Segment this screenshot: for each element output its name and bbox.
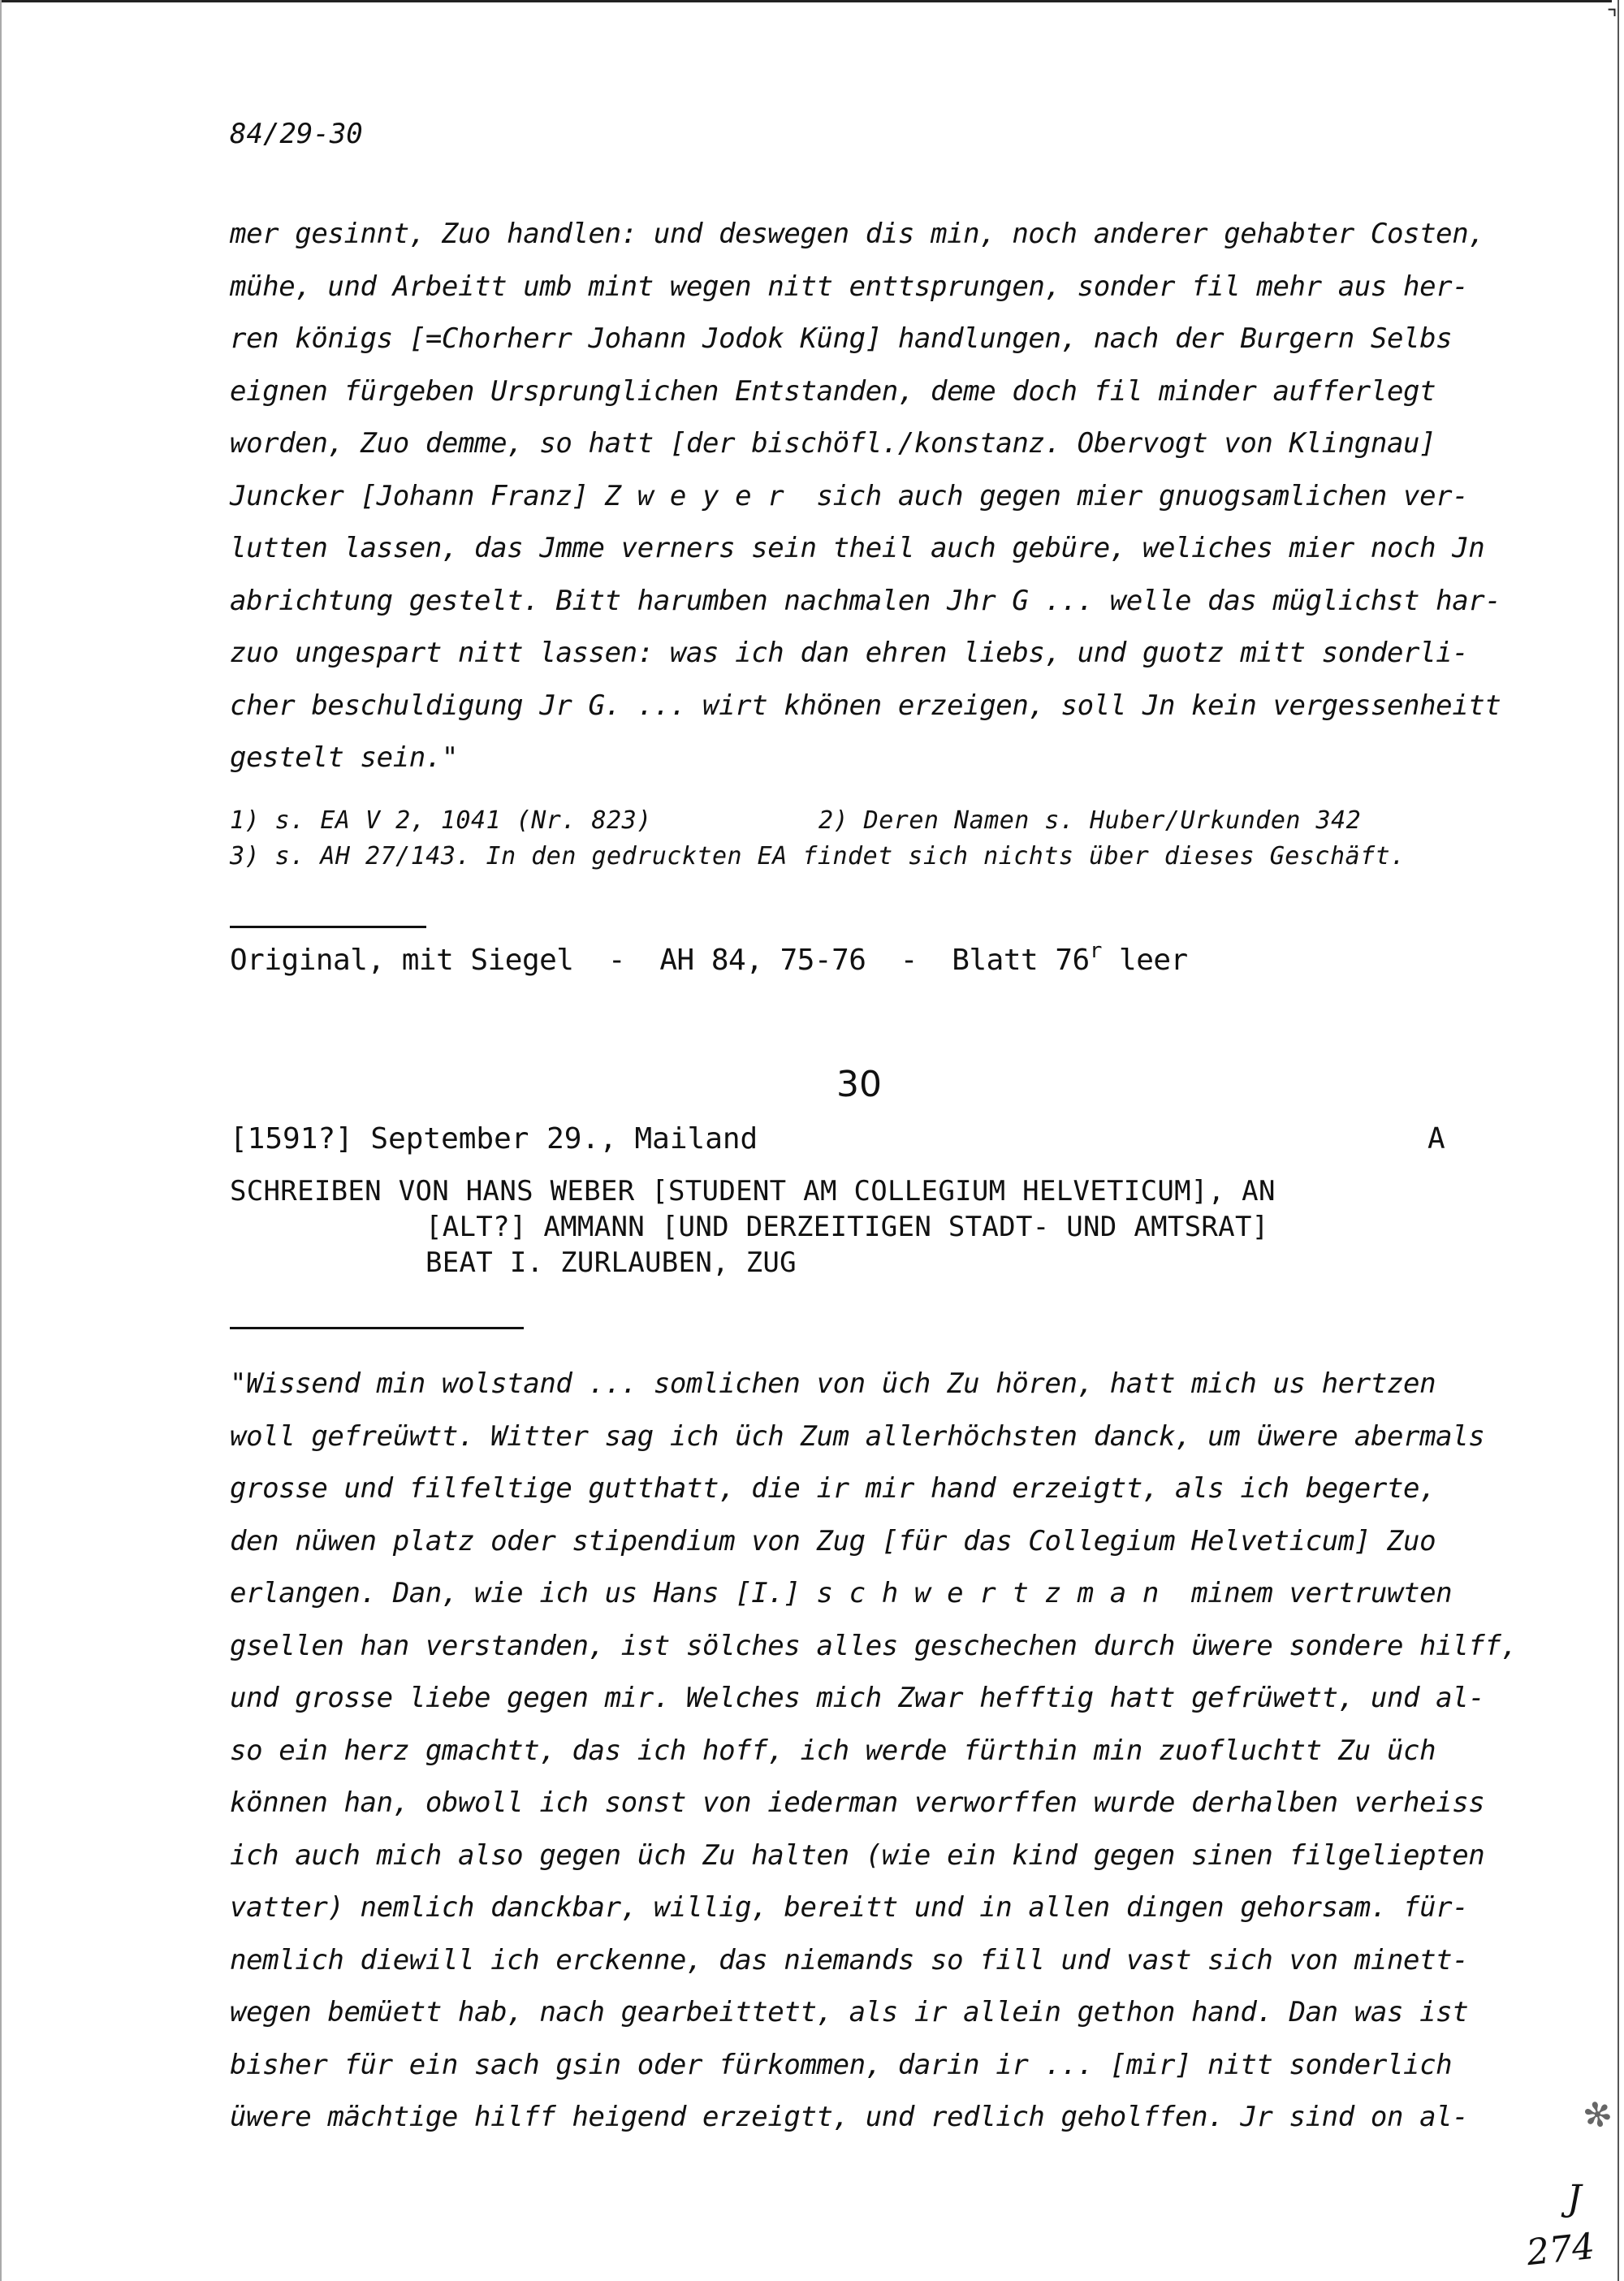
text-line: eignen fürgeben Ursprunglichen Entstanden, deme doch fil minder aufferlegt: [230, 374, 1436, 408]
text-line: so ein herz gmachtt, das ich hoff, ich werde fürthin min zuofluchtt Zu üch: [230, 1734, 1436, 1767]
scan-top-edge: [0, 0, 1612, 2]
letter-30-text: [230, 1358, 1518, 2144]
text-line: zuo ungespart nitt lassen: was ich dan ehren liebs, und guotz mitt sonderli-: [230, 637, 1469, 669]
footnote-2: 2) Deren Namen s. Huber/Urkunden 342: [818, 806, 1362, 835]
text-line: üwere mächtige hilff heigend erzeigtt, und redlich geholffen. Jr sind on al-: [230, 2101, 1469, 2133]
text-line: gsellen han verstanden, ist sölches alles geschechen durch üwere sondere hilff,: [230, 1629, 1518, 1662]
text-line: wegen bemüett hab, nach gearbeittett, als ir allein gethon hand. Dan was ist: [230, 1996, 1469, 2028]
document-number: 30: [836, 1064, 882, 1105]
divider-rule: [230, 926, 426, 928]
page-reference: 84/29-30: [230, 118, 363, 150]
scan-left-edge: [0, 0, 2, 2281]
scan-right-edge: [1618, 0, 1619, 2281]
document-heading-line: BEAT I. ZURLAUBEN, ZUG: [425, 1246, 797, 1279]
text-line: ren königs [=Chorherr Johann Jodok Küng] handlungen, nach der Burgern Selbs: [230, 322, 1453, 355]
text-line: lutten lassen, das Jmme verners sein theil auch gebüre, weliches mier noch Jn: [230, 532, 1485, 564]
letter-29-continuation: [230, 208, 1501, 784]
text-line: den nüwen platz oder stipendium von Zug [für das Collegium Helveticum] Zuo: [230, 1524, 1436, 1557]
text-line: mühe, und Arbeitt umb mint wegen nitt enttsprungen, sonder fil mehr aus her-: [230, 270, 1469, 303]
handwritten-mark: J: [1567, 2178, 1582, 2219]
text-line: ich auch mich also gegen üch Zu halten (wie ein kind gegen sinen filgeliepten: [230, 1838, 1485, 1872]
text-line: grosse und filfeltige gutthatt, die ir mir hand erzeigtt, als ich begerte,: [230, 1472, 1436, 1505]
text-line: und grosse liebe gegen mir. Welches mich Zwar hefftig hatt gefrüwett, und al-: [230, 1682, 1485, 1714]
text-line: Juncker [Johann Franz] Z w e y e r sich auch gegen mier gnuogsamlichen ver-: [230, 479, 1469, 512]
text-line: mer gesinnt, Zuo handlen: und deswegen dis min, noch anderer gehabter Costen,: [230, 218, 1485, 250]
text-line: nemlich diewill ich erckenne, das niemands so fill und vast sich von minett-: [230, 1943, 1469, 1976]
source-note: [230, 939, 1188, 977]
source-note-superscript: r: [1089, 939, 1102, 963]
document-date-place: [1591?] September 29., Mailand: [230, 1122, 758, 1156]
text-line: "Wissend min wolstand ... somlichen von üch Zu hören, hatt mich us hertzen: [230, 1367, 1436, 1400]
text-line: bisher für ein sach gsin oder fürkommen, darin ir ... [mir] nitt sonderlich: [230, 2048, 1453, 2081]
text-line: vatter) nemlich danckbar, willig, bereitt und in allen dingen gehorsam. für-: [230, 1891, 1469, 1924]
text-line: abrichtung gestelt. Bitt harumben nachmalen Jhr G ... welle das müglichst har-: [230, 584, 1501, 617]
source-note-tail: leer: [1101, 944, 1188, 977]
text-line: erlangen. Dan, wie ich us Hans [I.] s c h w e r t z m a n minem vertruwten: [230, 1577, 1453, 1609]
document-type-letter: A: [1427, 1122, 1445, 1156]
document-heading-line: SCHREIBEN VON HANS WEBER [STUDENT AM COLLEGIUM HELVETICUM], AN: [230, 1175, 1276, 1207]
handwritten-page-number: 274: [1524, 2225, 1597, 2275]
text-line: woll gefreüwtt. Witter sag ich üch Zum allerhöchsten danck, um üwere abermals: [230, 1419, 1485, 1453]
source-note-text: Original, mit Siegel - AH 84, 75-76 - Blatt 76: [230, 944, 1090, 977]
document-heading-line: [ALT?] AMMANN [UND DERZEITIGEN STADT- UND AMTSRAT]: [425, 1211, 1269, 1243]
text-line: cher beschuldigung Jr G. ... wirt khönen erzeigen, soll Jn kein vergessenheitt: [230, 689, 1501, 722]
footnote-3: 3) s. AH 27/143. In den gedruckten EA findet sich nichts über dieses Geschäft.: [230, 842, 1406, 870]
text-line: worden, Zuo demme, so hatt [der bischöfl./konstanz. Obervogt von Klingnau]: [230, 427, 1436, 460]
footnote-1: 1) s. EA V 2, 1041 (Nr. 823): [230, 806, 652, 835]
scan-smudge-mark: ✻: [1579, 2092, 1617, 2138]
text-line: können han, obwoll ich sonst von iederman verworffen wurde derhalben verheiss: [230, 1786, 1485, 1819]
divider-rule: [230, 1327, 524, 1329]
corner-fold-mark: ⌝: [1606, 5, 1618, 32]
text-line: gestelt sein.": [230, 741, 458, 774]
